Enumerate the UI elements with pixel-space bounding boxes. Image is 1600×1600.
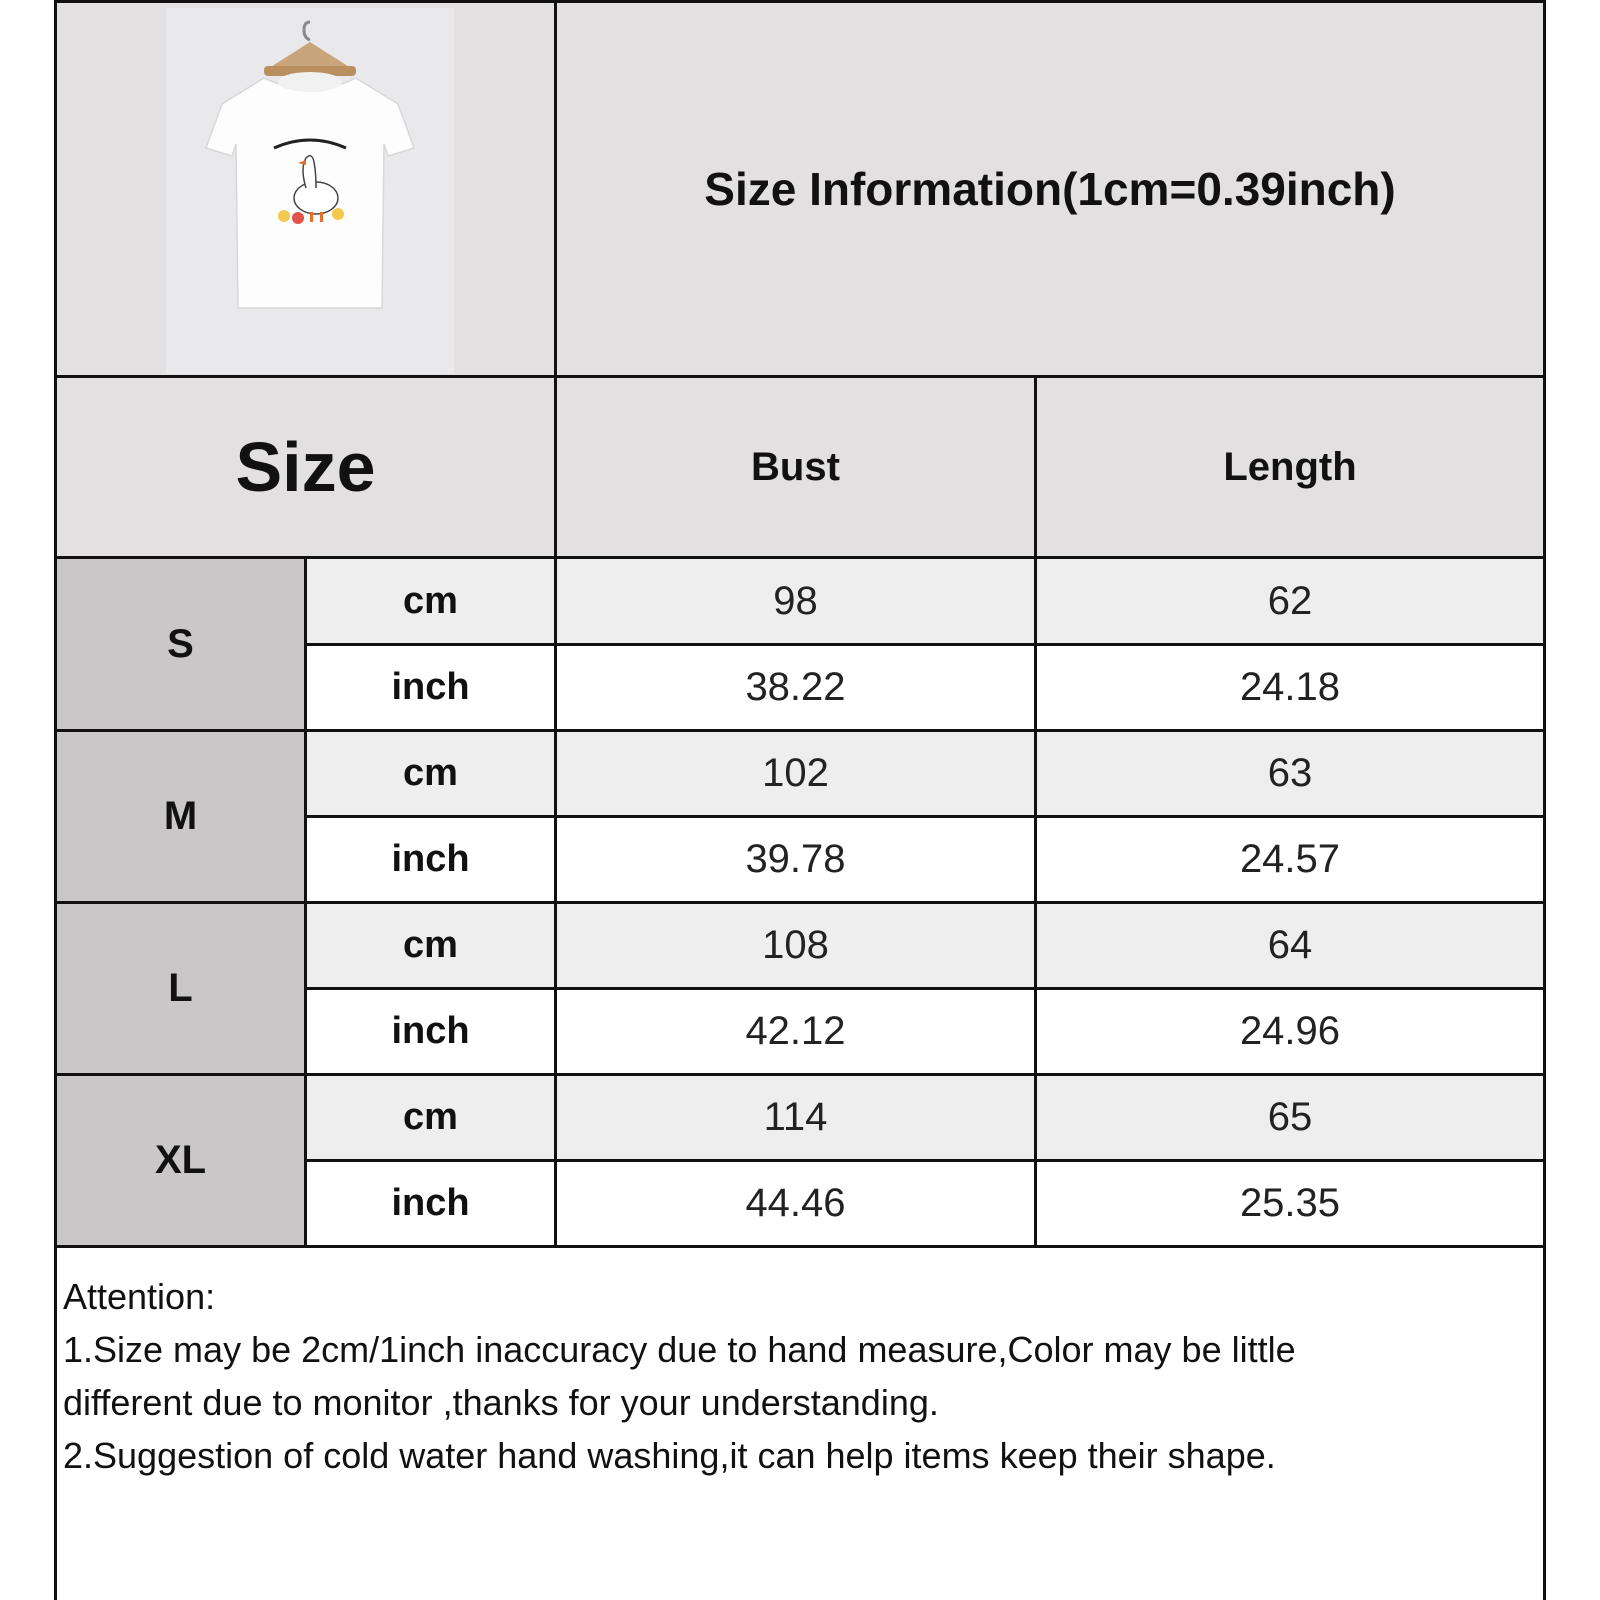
size-label: S — [167, 621, 194, 666]
divider — [304, 815, 1546, 818]
length-value: 65 — [1267, 1095, 1313, 1139]
length-value-cell — [1037, 1076, 1543, 1159]
unit-label: cm — [403, 579, 458, 622]
unit-cell — [307, 990, 554, 1073]
length-value: 24.96 — [1239, 1009, 1341, 1053]
bust-value-cell — [557, 1162, 1034, 1245]
divider — [54, 729, 1546, 732]
length-header-cell — [1037, 378, 1543, 556]
unit-label: inch — [391, 1182, 470, 1224]
divider — [304, 987, 1546, 990]
length-value-cell — [1037, 1162, 1543, 1245]
length-value: 62 — [1267, 578, 1313, 623]
bust-value-cell — [557, 559, 1034, 643]
size-label-cell — [57, 1076, 304, 1245]
size-label-cell — [57, 732, 304, 901]
unit-cell — [307, 904, 554, 987]
bust-column-header: Bust — [751, 444, 840, 489]
size-label: M — [163, 794, 198, 838]
page-title: Size Information(1cm=0.39inch) — [704, 163, 1396, 215]
length-value: 25.35 — [1239, 1181, 1341, 1225]
bust-value-cell — [557, 732, 1034, 815]
notes-line: different due to monitor ,thanks for your understanding. — [63, 1382, 939, 1423]
length-value: 64 — [1267, 923, 1313, 967]
notes-line: 1.Size may be 2cm/1inch inaccuracy due to hand measure,Color may be little — [63, 1329, 1296, 1370]
length-value: 24.18 — [1239, 665, 1341, 709]
divider — [304, 643, 1546, 646]
bust-header-cell — [557, 378, 1034, 556]
unit-cell — [307, 646, 554, 729]
unit-cell — [307, 732, 554, 815]
tshirt-icon — [166, 8, 454, 374]
divider — [304, 1159, 1546, 1162]
length-value-cell — [1037, 818, 1543, 901]
size-column-header: Size — [235, 428, 376, 506]
bust-value-cell — [557, 646, 1034, 729]
divider — [54, 556, 1546, 559]
length-value: 63 — [1267, 751, 1313, 795]
divider — [54, 1073, 1546, 1076]
length-column-header: Length — [1223, 444, 1357, 489]
unit-cell — [307, 818, 554, 901]
bust-value: 42.12 — [745, 1009, 846, 1053]
product-photo — [166, 8, 454, 374]
length-value-cell — [1037, 904, 1543, 987]
unit-label: cm — [403, 924, 458, 966]
size-label-cell — [57, 904, 304, 1073]
size-label: L — [168, 966, 193, 1010]
bust-value: 98 — [773, 578, 818, 623]
notes-heading: Attention: — [63, 1276, 216, 1317]
bust-value: 38.22 — [745, 665, 846, 709]
bust-value: 39.78 — [745, 837, 846, 881]
bust-value: 102 — [762, 751, 829, 795]
divider — [54, 375, 1546, 378]
notes-line: 2.Suggestion of cold water hand washing,it can help items keep their shape. — [63, 1435, 1276, 1476]
length-value: 24.57 — [1239, 837, 1341, 881]
title-cell — [557, 3, 1543, 375]
divider — [304, 556, 307, 1248]
divider — [554, 0, 557, 1248]
unit-label: inch — [391, 666, 470, 708]
unit-label: cm — [403, 1096, 458, 1138]
bust-value-cell — [557, 990, 1034, 1073]
size-label: XL — [154, 1138, 207, 1182]
bust-value-cell — [557, 904, 1034, 987]
bust-value: 114 — [763, 1095, 828, 1139]
bust-value-cell — [557, 1076, 1034, 1159]
unit-cell — [307, 1076, 554, 1159]
unit-cell — [307, 1162, 554, 1245]
attention-notes — [63, 1270, 1533, 1482]
length-value-cell — [1037, 990, 1543, 1073]
size-header-cell — [57, 378, 554, 556]
size-label-cell — [57, 559, 304, 729]
bust-value-cell — [557, 818, 1034, 901]
divider — [1034, 375, 1037, 1248]
divider — [54, 1245, 1546, 1248]
bust-value: 108 — [762, 923, 829, 967]
divider — [54, 901, 1546, 904]
unit-cell — [307, 559, 554, 643]
bust-value: 44.46 — [745, 1181, 846, 1225]
length-value-cell — [1037, 559, 1543, 643]
unit-label: cm — [403, 752, 458, 794]
unit-label: inch — [391, 838, 470, 880]
length-value-cell — [1037, 732, 1543, 815]
length-value-cell — [1037, 646, 1543, 729]
unit-label: inch — [391, 1010, 470, 1052]
